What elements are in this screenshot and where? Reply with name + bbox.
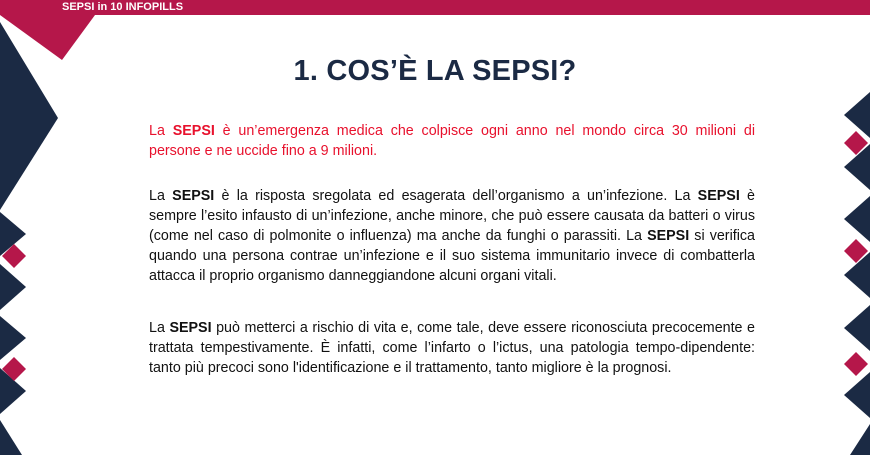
definition-paragraph: La SEPSI è la risposta sregolata ed esagerata dell’organismo a un’infezione. La SEPSI è sempre l’esito infausto di un’infezione, anche minore, che può essere causata da batteri o virus (come nel caso di polmonite o influenza) ma anche da funghi o parassiti. La SEPSI si verifica quando una persona contrae un’infezione e il suo sistema immunitario invece di combatterla attacca il proprio organismo danneggiandone alcuni organi vitali. <box>149 188 755 284</box>
intro-paragraph: La SEPSI è un’emergenza medica che colpisce ogni anno nel mondo circa 30 milioni di persone e ne uccide fino a 9 milioni. <box>149 123 755 159</box>
keyword-sepsi: SEPSI <box>697 188 740 204</box>
page-title: 1. COS’È LA SEPSI? <box>293 55 577 87</box>
keyword-sepsi: SEPSI <box>647 228 690 244</box>
left-navy-triangle <box>0 420 22 455</box>
keyword-sepsi: SEPSI <box>172 188 215 204</box>
header-label: SEPSI in 10 INFOPILLS <box>62 1 184 13</box>
left-navy-triangle <box>0 316 26 360</box>
right-crimson-diamond <box>844 352 868 376</box>
keyword-sepsi: SEPSI <box>169 320 212 336</box>
right-navy-triangle <box>844 305 870 351</box>
right-navy-triangle <box>844 196 870 242</box>
right-navy-triangle <box>844 92 870 138</box>
right-navy-triangle <box>844 372 870 418</box>
urgency-paragraph: La SEPSI può metterci a rischio di vita e, come tale, deve essere riconosciuta precocemente e trattata tempestivamente. È infatti, come l’infarto o l’ictus, una patologia tempo-dipendente: tanto più precoci sono l'identificazione e il trattamento, tanto migliore è la prognosi. <box>149 320 755 376</box>
keyword-sepsi: SEPSI <box>172 123 215 139</box>
left-navy-triangle <box>0 264 26 310</box>
right-navy-triangle <box>850 424 870 455</box>
